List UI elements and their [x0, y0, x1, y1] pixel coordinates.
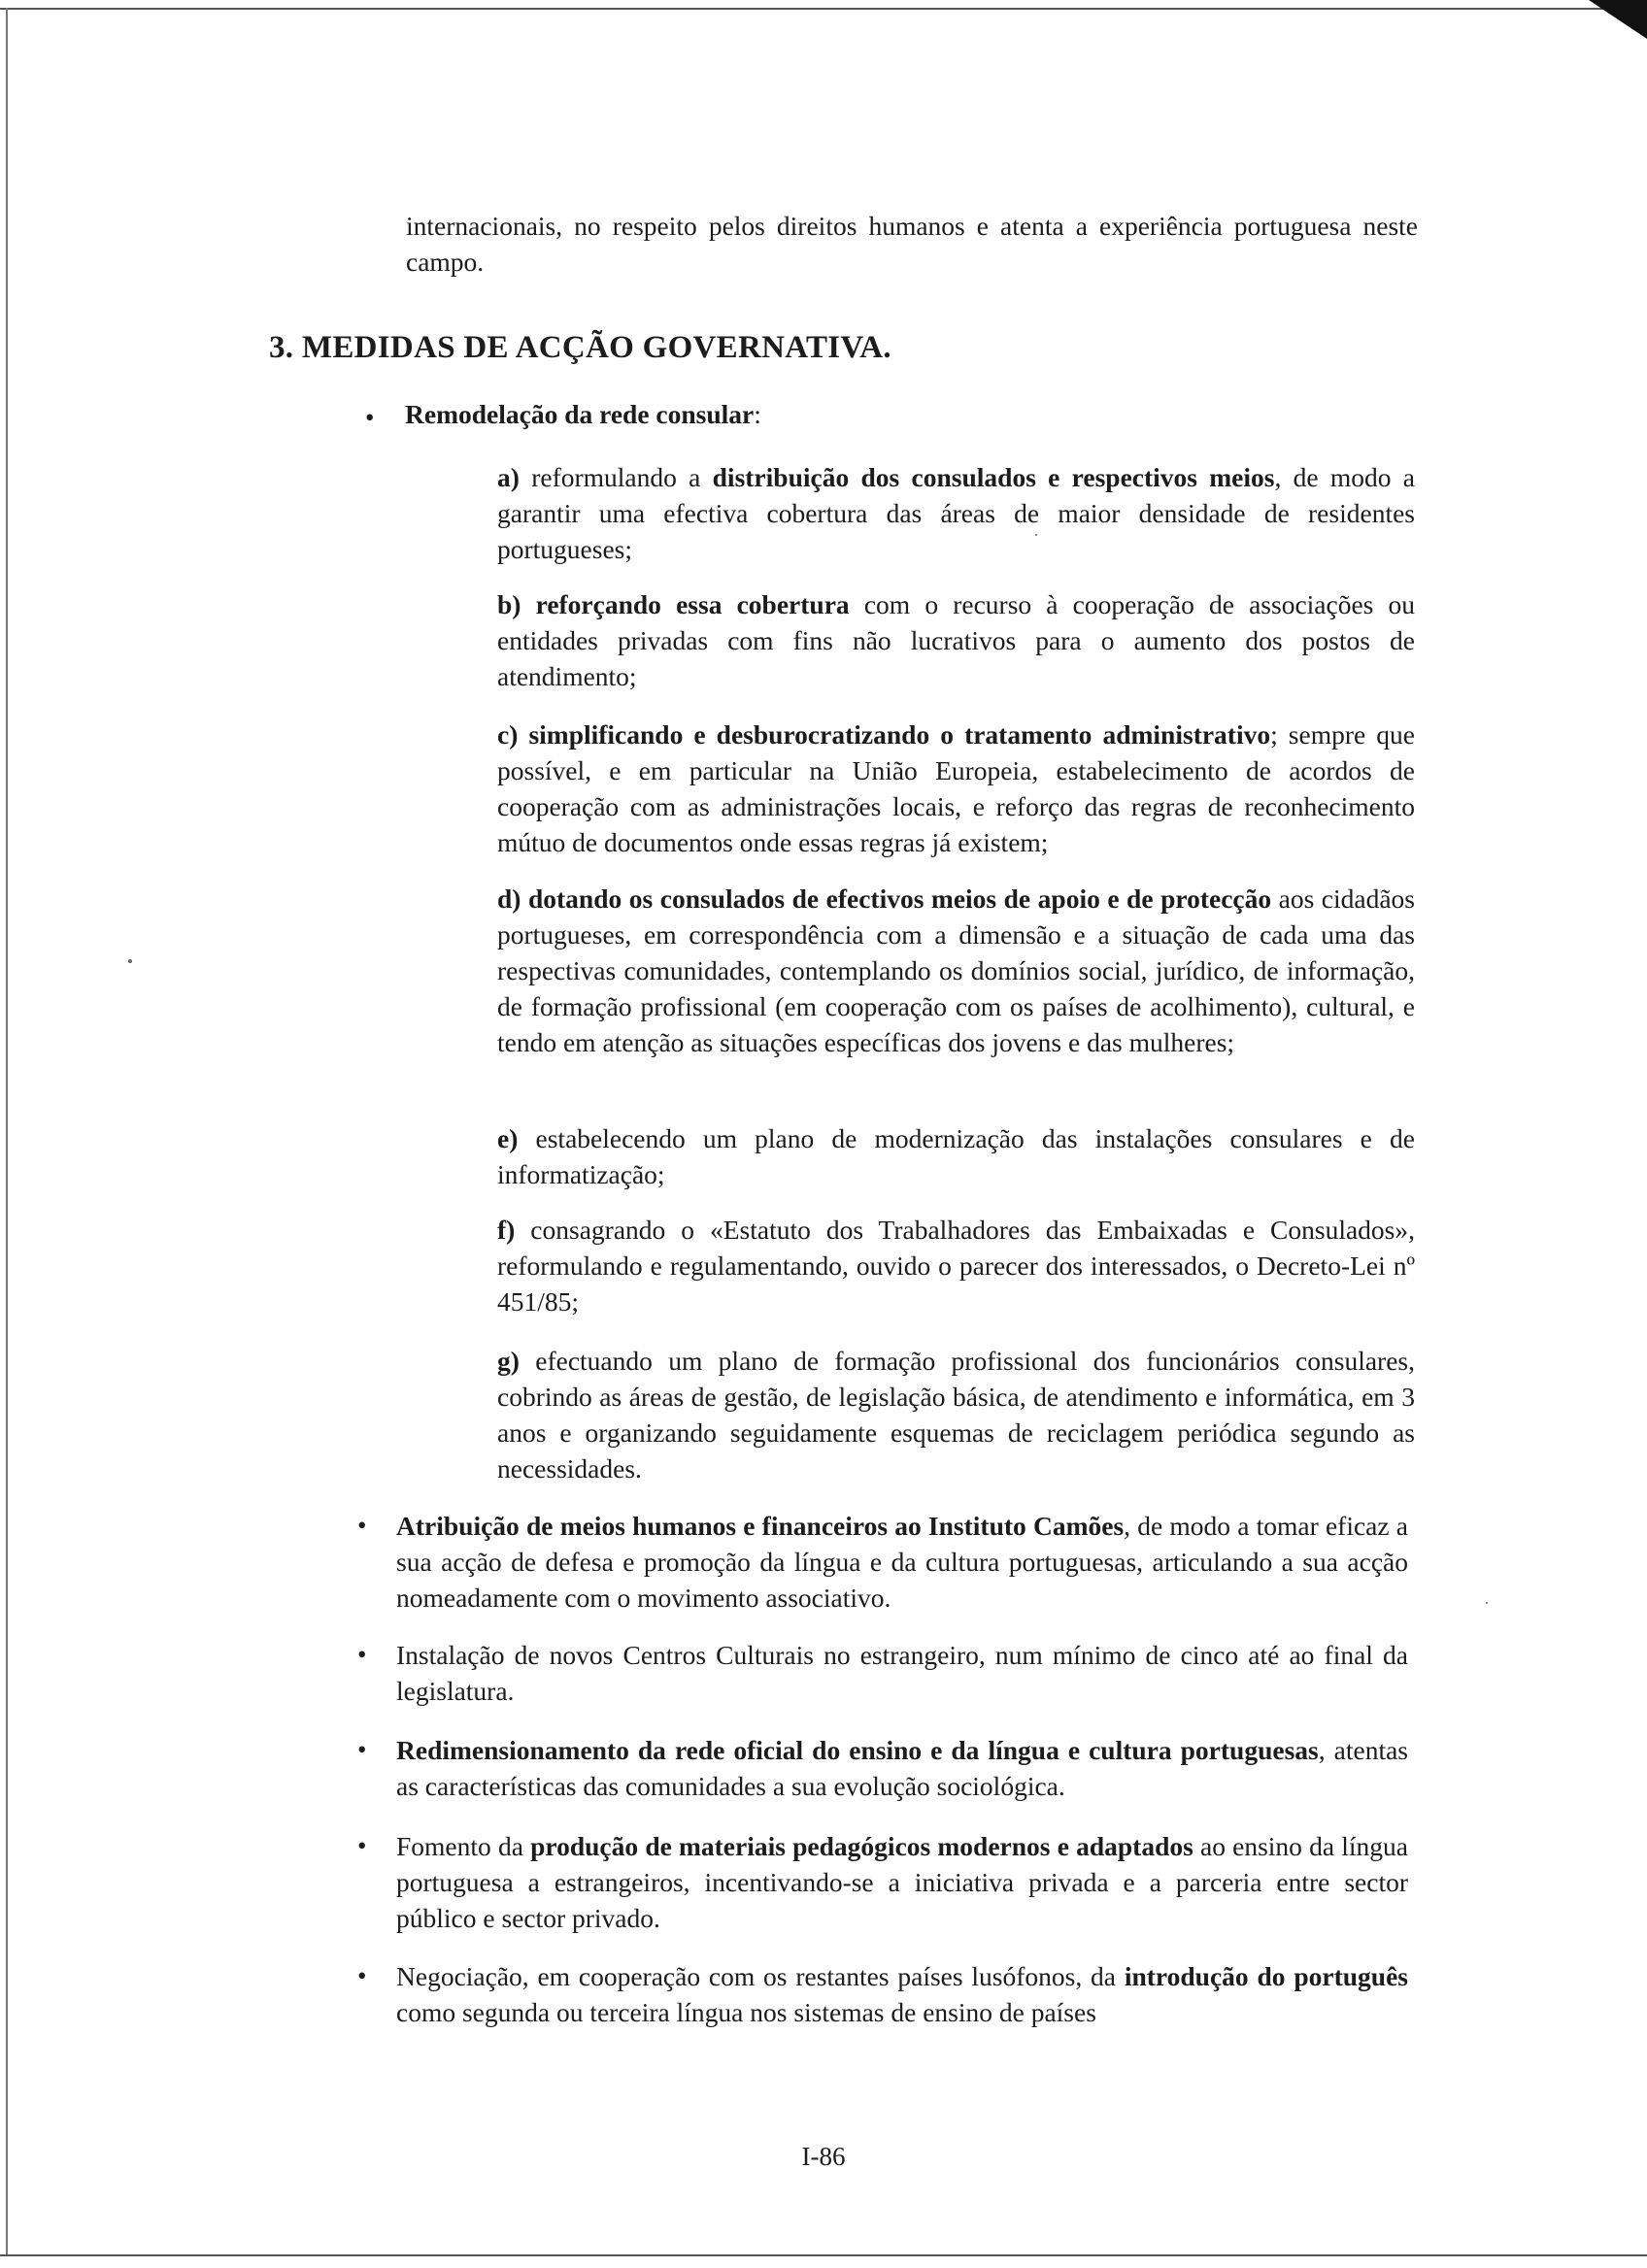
consular-item-a: [497, 459, 1415, 567]
item-emphasis: reforçando essa cobertura: [535, 589, 850, 619]
page-number: I-86: [801, 2142, 846, 2171]
item-text: ; sempre que possível, e em particular na União Europeia, estabelecimento de acordos de cooperação com as administrações locais, e reforço das regras de reconhecimento mútuo de documentos onde essas regras já existem;: [497, 719, 1415, 857]
item-label: b): [497, 589, 521, 619]
bullet-emphasis: Atribuição de meios humanos e financeiros ao Instituto Camões: [396, 1511, 1125, 1541]
item-text: aos cidadãos portugueses, em correspondência com a dimensão e a situação de cada uma das respectivas comunidades, contemplando os domínios social, jurídico, de informação, de formação profissional (em cooperação com os países de acolhimento), cultural, e tendo em atenção as situações específicas dos jovens e das mulheres;: [497, 884, 1415, 1057]
bullet-text: Fomento da: [396, 1831, 531, 1861]
item-label: e): [497, 1123, 519, 1153]
bullet-text: , de modo a tomar eficaz a sua acção de defesa e promoção da língua e da cultura portuguesas, articulando a sua acção nomeadamente com o movimento associativo.: [396, 1511, 1408, 1613]
consular-item-e: [497, 1120, 1415, 1192]
consular-item-g: [497, 1343, 1415, 1486]
bullet-text: , atentas as características das comunidades a sua evolução sociológica.: [396, 1735, 1408, 1801]
bullet-icon: •: [357, 1511, 367, 1540]
scan-corner-fold: [1589, 0, 1647, 39]
item-label: f): [497, 1215, 516, 1245]
consular-item-d: [497, 881, 1415, 1060]
item-text: consagrando o «Estatuto dos Trabalhadores das Embaixadas e Consulados», reformulando e regulamentando, ouvido o parecer dos interessados, o Decreto-Lei nº 451/85;: [497, 1215, 1415, 1317]
bullet-icon: •: [357, 1640, 367, 1669]
item-label: d): [497, 884, 521, 914]
scan-edge-top: [0, 8, 1647, 10]
item-emphasis: simplificando e desburocratizando o tratamento administrativo: [528, 719, 1271, 750]
item-label: a): [497, 462, 520, 492]
item-text: [518, 719, 528, 750]
scan-edge-left: [6, 8, 8, 2255]
consular-title-text: Remodelação da rede consular: [405, 399, 755, 429]
item-label: g): [497, 1346, 520, 1376]
bullet-text: Negociação, em cooperação com os restantes países lusófonos, da: [396, 1961, 1125, 1991]
scan-speck: [128, 959, 132, 963]
item-emphasis: dotando os consulados de efectivos meios de apoio e de protecção: [527, 884, 1272, 914]
item-text: efectuando um plano de formação profissional dos funcionários consulares, cobrindo as áreas de gestão, de legislação básica, de atendimento e informática, em 3 anos e organizando seguidamente esquemas de reciclagem periódica segundo as necessidades.: [497, 1346, 1415, 1484]
item-text: [521, 884, 528, 914]
consular-item-b: [497, 586, 1415, 694]
item-text: com o recurso à cooperação de associações ou entidades privadas com fins não lucrativos para o aumento dos postos de atendimento;: [497, 589, 1416, 691]
bullet-icon: •: [357, 1831, 367, 1860]
bullet-emphasis: introdução do português: [1124, 1961, 1408, 1991]
bullet-instituto-camoes: [396, 1508, 1408, 1616]
item-text: estabelecendo um plano de modernização das instalações consulares e de informatização;: [497, 1123, 1415, 1189]
bullet-icon: •: [357, 1961, 367, 1990]
item-emphasis: distribuição dos consulados e respectivos meios: [712, 462, 1275, 492]
item-text: reformulando a: [519, 462, 713, 492]
bullet-icon: •: [365, 403, 375, 432]
bullet-emphasis: produção de materiais pedagógicos modernos e adaptados: [530, 1831, 1193, 1861]
consular-title: [405, 396, 761, 432]
consular-item-c: [497, 717, 1415, 860]
scan-edge-bottom: [0, 2254, 1647, 2256]
bullet-centros-culturais: [396, 1637, 1408, 1709]
bullet-text: ao ensino da língua portuguesa a estrangeiros, incentivando-se a iniciativa privada e a parceria entre sector público e sector privado.: [396, 1831, 1408, 1933]
item-text: [521, 589, 535, 619]
consular-item-f: [497, 1212, 1415, 1319]
bullet-text: Instalação de novos Centros Culturais no estrangeiro, num mínimo de cinco até ao final da legislatura.: [396, 1640, 1408, 1706]
section-heading: 3. MEDIDAS DE ACÇÃO GOVERNATIVA.: [269, 330, 891, 365]
bullet-introducao-portugues: [396, 1958, 1408, 2030]
bullet-emphasis: Redimensionamento da rede oficial do ensino e da língua e cultura portuguesas: [396, 1735, 1319, 1765]
item-text: , de modo a garantir uma efectiva cobertura das áreas de maior densidade de residentes portugueses;: [497, 462, 1415, 564]
item-label: c): [497, 719, 519, 750]
consular-title-suffix: :: [754, 399, 761, 429]
intro-paragraph: internacionais, no respeito pelos direitos humanos e atenta a experiência portuguesa neste campo.: [406, 211, 1418, 277]
bullet-materiais-pedagogicos: [396, 1828, 1408, 1936]
scan-speck: [1486, 1602, 1488, 1604]
bullet-icon: •: [357, 1735, 367, 1764]
bullet-rede-ensino: [396, 1732, 1408, 1804]
bullet-text: como segunda ou terceira língua nos sistemas de ensino de países: [396, 1997, 1096, 2027]
